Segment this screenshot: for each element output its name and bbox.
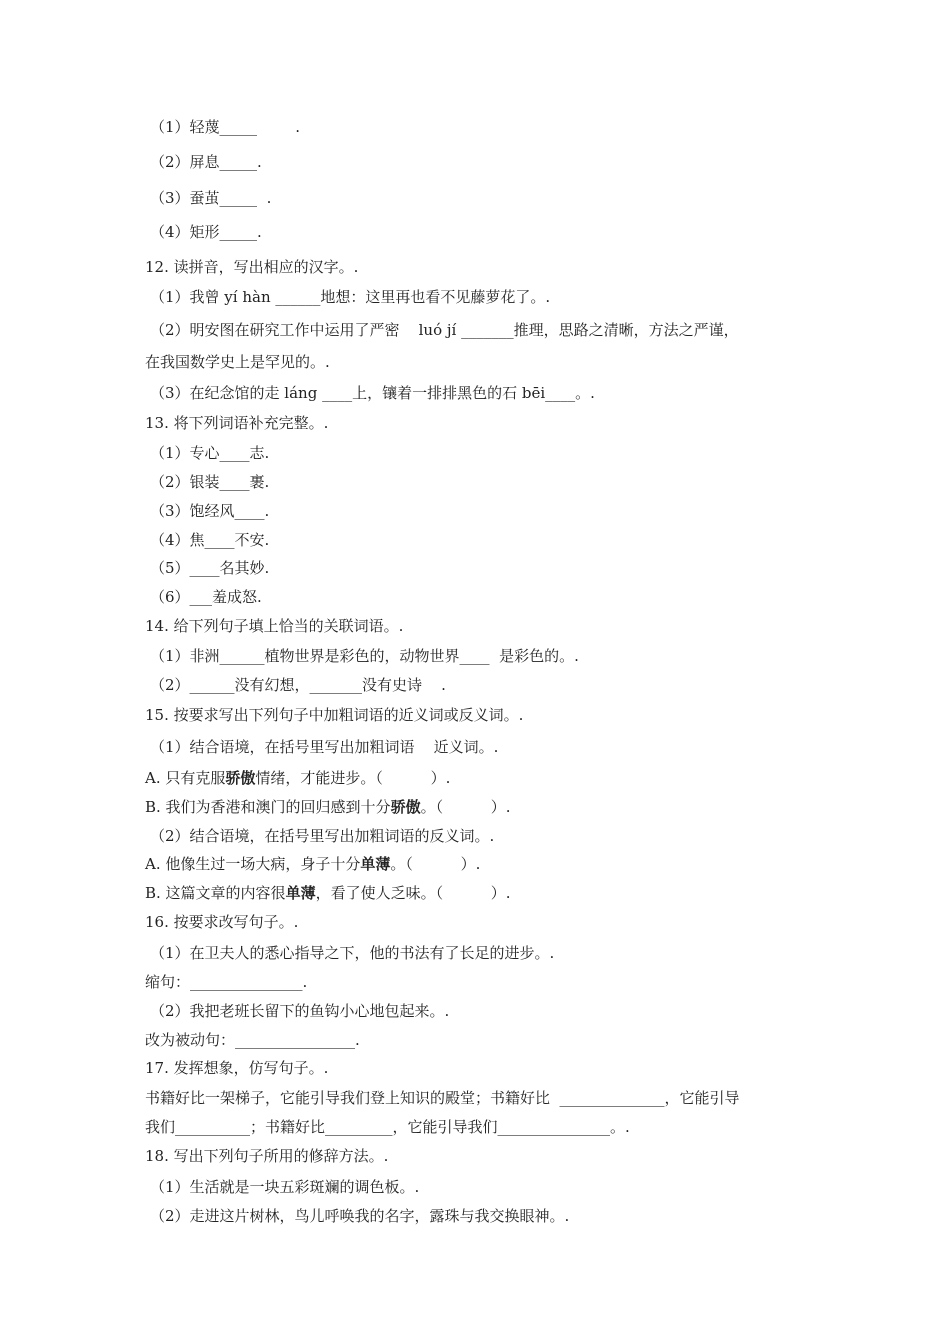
sentence-text: A. 只有克服 xyxy=(145,769,226,787)
q18-heading: 18. 写出下列句子所用的修辞方法。. xyxy=(145,1147,389,1165)
q11-item-2: （2）屏息_____. xyxy=(150,153,262,171)
q11-item-3: （3）蚕茧_____ . xyxy=(150,189,272,207)
q11-item-1: （1）轻蔑_____ . xyxy=(150,118,300,136)
q16-item-1: （1）在卫夫人的悉心指导之下，他的书法有了长足的进步。. xyxy=(150,944,555,962)
q13-item-4: （4）焦____不安. xyxy=(150,531,270,549)
q17-text-1: 书籍好比一架梯子，它能引导我们登上知识的殿堂；书籍好比 ______________，它能引导 xyxy=(145,1089,740,1107)
q16-answer-1: 缩句：_______________. xyxy=(145,973,308,991)
q12-heading: 12. 读拼音，写出相应的汉字。. xyxy=(145,258,359,276)
q13-item-3: （3）饱经风____. xyxy=(150,502,270,520)
q15-part-1: （1）结合语境，在括号里写出加粗词语 近义词。. xyxy=(150,738,499,756)
q18-item-2: （2）走进这片树林，鸟儿呼唤我的名字，露珠与我交换眼神。. xyxy=(150,1207,570,1225)
bold-word: 骄傲 xyxy=(225,769,256,787)
q15-sentence-b1 xyxy=(145,797,511,817)
q15-part-2: （2）结合语境，在括号里写出加粗词语的反义词。. xyxy=(150,827,495,845)
q17-heading: 17. 发挥想象，仿写句子。. xyxy=(145,1059,329,1077)
q15-sentence-a2 xyxy=(145,854,480,874)
q15-heading: 15. 按要求写出下列句子中加粗词语的近义词或反义词。. xyxy=(145,706,524,724)
q16-heading: 16. 按要求改写句子。. xyxy=(145,913,299,931)
q13-item-5: （5）____名其妙. xyxy=(150,559,270,577)
q18-item-1: （1）生活就是一块五彩斑斓的调色板。. xyxy=(150,1178,420,1196)
q14-heading: 14. 给下列句子填上恰当的关联词语。. xyxy=(145,617,404,635)
q13-item-6: （6）___羞成怒. xyxy=(150,588,262,606)
q12-item-2-cont: 在我国数学史上是罕见的。. xyxy=(145,353,330,371)
bold-word: 单薄 xyxy=(360,855,391,873)
q13-item-2: （2）银装____裹. xyxy=(150,473,270,491)
q15-sentence-a1 xyxy=(145,768,450,788)
q17-text-2: 我们__________；书籍好比_________，它能引导我们_______________。. xyxy=(145,1118,630,1136)
bold-word: 骄傲 xyxy=(390,798,421,816)
bold-word: 单薄 xyxy=(285,884,316,902)
q13-item-1: （1）专心____志. xyxy=(150,444,270,462)
q12-item-3: （3）在纪念馆的走 láng ____上，镶着一排排黑色的石 bēi____。. xyxy=(150,384,595,402)
q14-item-1: （1）非洲______植物世界是彩色的，动物世界____ 是彩色的。. xyxy=(150,647,579,665)
q12-item-2: （2）明安图在研究工作中运用了严密 luó jí _______推理，思路之清晰，方法之严谨， xyxy=(150,321,739,339)
sentence-text: ，看了使人乏味。（ ）. xyxy=(315,884,511,902)
q14-item-2: （2）______没有幻想，_______没有史诗 . xyxy=(150,676,446,694)
sentence-text: B. 我们为香港和澳门的回归感到十分 xyxy=(145,798,391,816)
sentence-text: B. 这篇文章的内容很 xyxy=(145,884,286,902)
q11-item-4: （4）矩形_____. xyxy=(150,223,262,241)
q13-heading: 13. 将下列词语补充完整。. xyxy=(145,414,329,432)
sentence-text: A. 他像生过一场大病，身子十分 xyxy=(145,855,361,873)
q16-item-2: （2）我把老班长留下的鱼钩小心地包起来。. xyxy=(150,1002,450,1020)
q15-sentence-b2 xyxy=(145,883,511,903)
sentence-text: 。（ ）. xyxy=(390,855,481,873)
q16-answer-2: 改为被动句：________________. xyxy=(145,1031,360,1049)
sentence-text: 情绪，才能进步。（ ）. xyxy=(255,769,451,787)
q12-item-1: （1）我曾 yí hàn ______地想：这里再也看不见藤萝花了。. xyxy=(150,288,551,306)
sentence-text: 。（ ）. xyxy=(420,798,511,816)
